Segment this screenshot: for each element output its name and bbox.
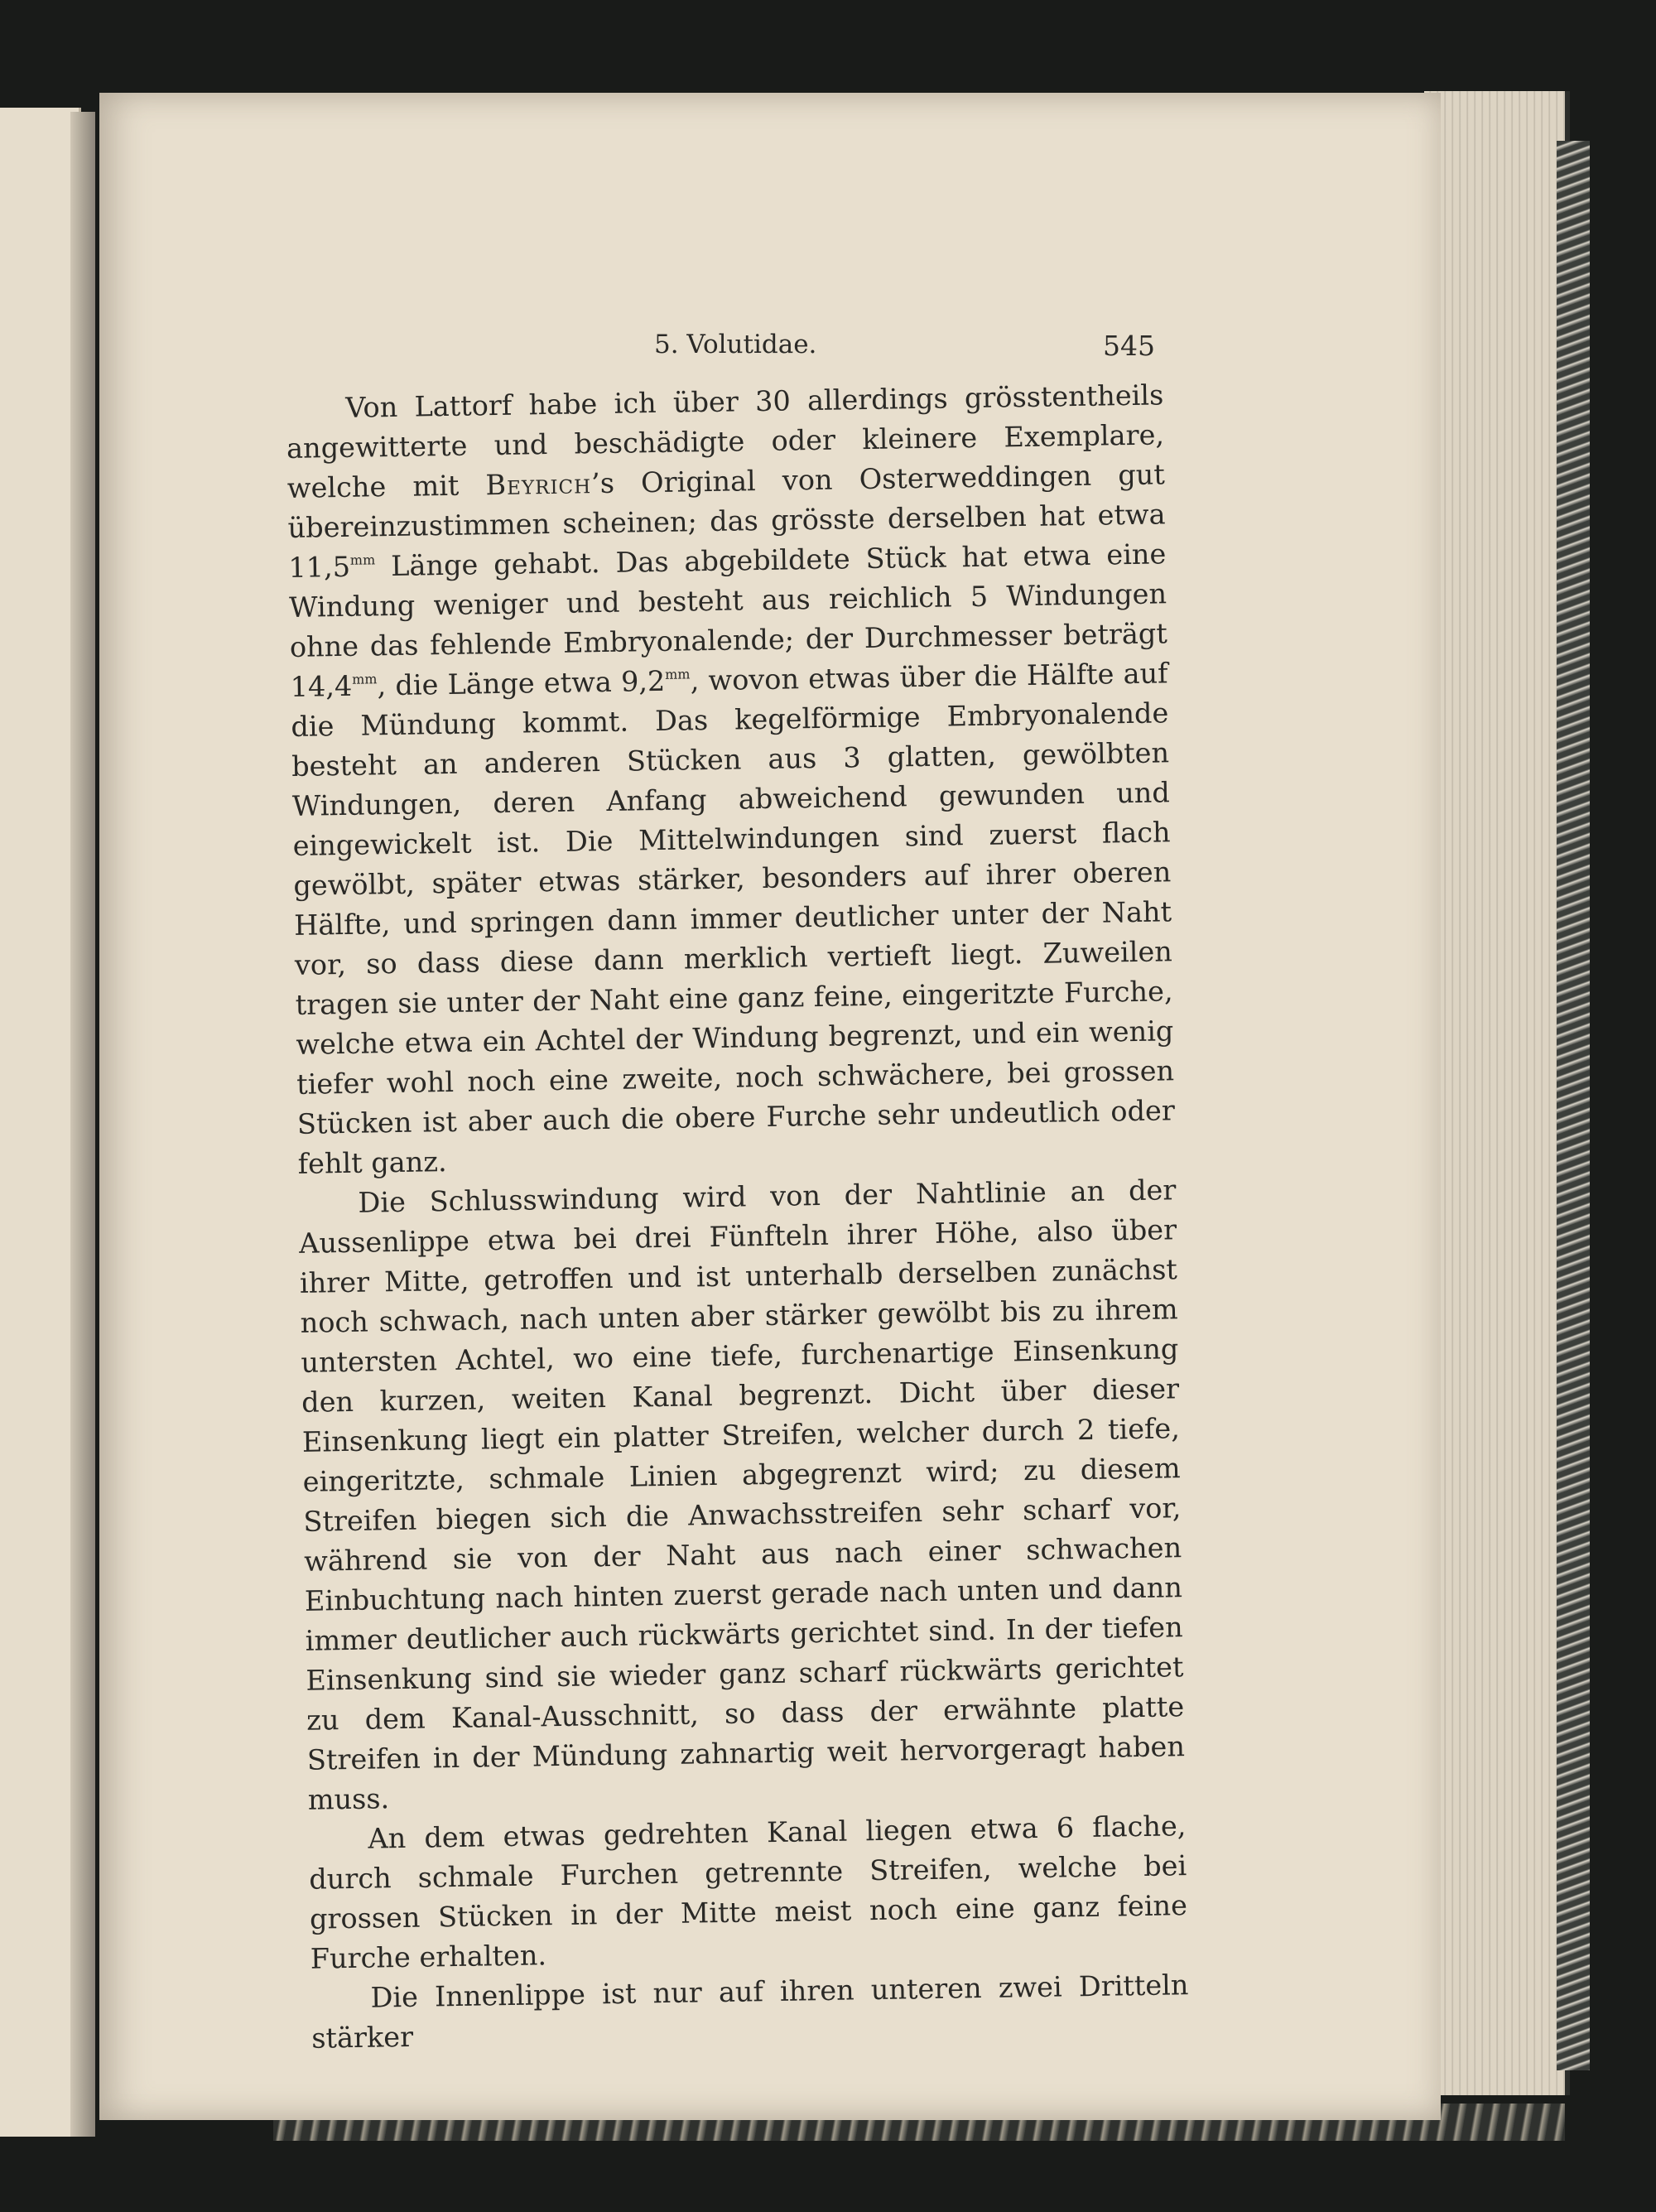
paragraph: Die Innenlippe ist nur auf ihren unteren zwei Dritteln stärker — [310, 1969, 1189, 2055]
paragraph: An dem etwas gedrehten Kanal liegen etwa 6 flache, durch schmale Furchen getrennte Streifen, welche bei grossen Stücken in der Mitte meist noch eine ganz feine Furche erhalten. — [308, 1810, 1188, 1975]
body-text — [286, 375, 1190, 2058]
paragraph: Von Lattorf habe ich über 30 allerdings grösstentheils angewitterte und beschädigte oder kleinere Exemplare, welche mit Beyrich’s Original von Osterweddingen gut übereinzustimmen scheinen; das grösste derselben hat etwa $11,5^{mm}$ Länge gehabt. Das abgebildete Stück hat etwa eine Windung weniger und besteht aus reichlich 5 Windungen ohne das fehlende Embryonalende; der Durchmesser beträgt $14,4^{mm}$, die Länge etwa $9,2^{mm}$, wovon etwas über die Hälfte auf die Mündung kommt. Das kegelförmige Embryonalende besteht an anderen Stücken aus 3 glatten, gewölbten Windungen, deren Anfang abweichend gewunden und eingewickelt ist. Die Mittelwindungen sind zuerst flach gewölbt, später etwas stärker, besonders auf ihrer oberen Hälfte, und springen dann immer deutlicher unter der Naht vor, so dass diese dann merklich vertieft liegt. Zuweilen tragen sie unter der Naht eine ganz feine, eingeritzte Furche, welche etwa ein Achtel der Windung begrenzt, und ein wenig tiefer wohl noch eine zweite, noch schwächere, bei grossen Stücken ist aber auch die obere Furche sehr undeutlich oder fehlt ganz. — [286, 378, 1176, 1180]
page-number: 545 — [1103, 330, 1155, 362]
author-name: Beyrich — [485, 467, 592, 502]
page-block-edges — [1424, 91, 1565, 2095]
book-cover-edge — [1557, 141, 1590, 2070]
facing-page-edge — [0, 108, 81, 2137]
running-head: 5. Volutidae. — [654, 330, 817, 359]
unit-superscript: mm — [351, 671, 378, 687]
paragraph: Die Schlusswindung wird von der Nahtlinie an der Aussenlippe etwa bei drei Fünfteln ihrer Höhe, also über ihrer Mitte, getroffen und ist unterhalb derselben zunächst noch schwach, nach unten aber stärker gewölbt bis zu ihrem untersten Achtel, wo eine tiefe, furchenartige Einsenkung den kurzen, weiten Kanal begrenzt. Dicht über dieser Einsenkung liegt ein platter Streifen, welcher durch 2 tiefe, eingeritzte, schmale Linien abgegrenzt wird; zu diesem Streifen biegen sich die Anwachsstreifen sehr scharf vor, während sie von der Naht aus nach einer schwachen Einbuchtung nach hinten zuerst gerade nach unten und dann immer deutlicher auch rückwärts gerichtet sind. In der tiefen Einsenkung sind sie wieder ganz scharf rückwärts gerichtet zu dem Kanal-Ausschnitt, so dass der erwähnte platte Streifen in der Mündung zahnartig weit hervorgeragt haben muss. — [298, 1173, 1186, 1816]
book-gutter — [70, 112, 95, 2137]
unit-superscript: mm — [349, 552, 376, 568]
page-header — [286, 330, 1155, 371]
unit-superscript: mm — [665, 666, 691, 682]
